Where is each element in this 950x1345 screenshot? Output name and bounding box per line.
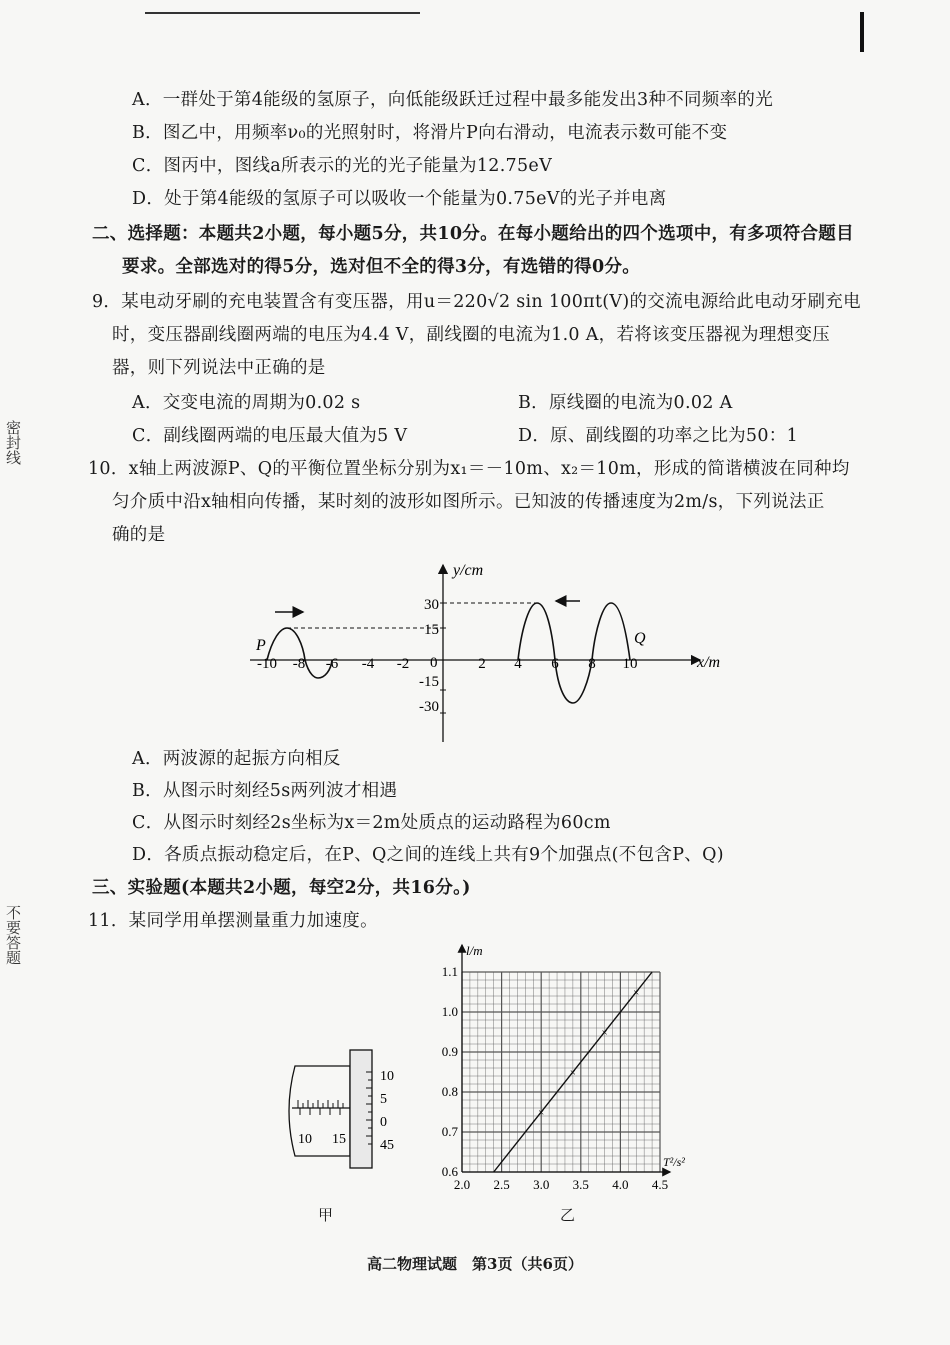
chart-x-tick: 4.0 [612,1177,629,1192]
q9-stem-line3: 器，则下列说法中正确的是 [112,358,326,378]
x-tick-label: 4 [514,656,522,672]
q9-option-b: B．原线圈的电流为0.02 A [518,393,733,413]
thimble-label: 0 [380,1115,387,1130]
q11-stem-line1: 11．某同学用单摆测量重力加速度。 [88,911,378,931]
wave-figure [240,555,740,745]
chart-x-tick: 4.5 [651,1177,669,1192]
thimble-label: 10 [380,1069,394,1084]
data-point: × [601,1027,608,1039]
y-tick-label: -15 [419,674,439,690]
top-rule [145,12,420,14]
chart-y-tick: 0.9 [441,1044,458,1059]
data-point: × [633,987,640,999]
x-tick-label: -2 [396,656,410,672]
chart-y-tick: 1.0 [441,1004,458,1019]
chart-y-tick: 1.1 [441,964,458,979]
q10-option-b: B．从图示时刻经5s两列波才相遇 [132,781,398,801]
q10-option-d: D．各质点振动稳定后，在P、Q之间的连线上共有9个加强点(不包含P、Q) [132,845,724,865]
prev-option-a: A．一群处于第4能级的氢原子，向低能级跃迁过程中最多能发出3种不同频率的光 [132,90,774,110]
chart-x-tick: 2.0 [453,1177,471,1192]
label-q: Q [634,630,646,647]
x-tick-label: -4 [361,656,375,672]
y-tick-label: -30 [419,699,439,715]
origin-label: 0 [430,655,438,671]
x-tick-label: 6 [551,656,559,672]
chart-y-label: l/m [466,943,483,958]
y-tick-label: 30 [424,597,439,613]
right-edge-mark [860,12,864,52]
thimble-label: 5 [380,1092,387,1107]
x-tick-label: -8 [292,656,306,672]
prev-option-b: B．图乙中，用频率ν₀的光照射时，将滑片P向右滑动，电流表示数可能不变 [132,123,728,143]
q9-option-c: C．副线圈两端的电压最大值为5 V [132,426,408,446]
margin-note-bottom: 不要答题 [4,905,22,965]
micrometer-thimble [350,1050,372,1168]
q9-stem-line2: 时，变压器副线圈两端的电压为4.4 V，副线圈的电流为1.0 A，若将该变压器视为理想变压 [112,325,831,345]
chart-y-tick: 0.6 [441,1164,458,1179]
x-tick-label: -10 [257,656,277,672]
l-t2-chart [425,935,710,1200]
margin-note-top: 密封线 [4,420,22,465]
sleeve-label: 10 [298,1132,312,1147]
x-tick-label: -6 [325,656,339,672]
chart-x-tick: 3.0 [533,1177,550,1192]
x-tick-label: 10 [622,656,638,672]
q10-option-c: C．从图示时刻经2s坐标为x＝2m处质点的运动路程为60cm [132,813,611,833]
chart-x-tick: 2.5 [493,1177,510,1192]
q10-stem-line3: 确的是 [112,525,166,545]
data-point: × [538,1107,545,1119]
section2-heading-line2: 要求。全部选对的得5分，选对但不全的得3分，有选错的得0分。 [122,257,641,277]
page-footer: 高二物理试题 第3页（共6页） [367,1255,583,1273]
label-p: P [256,637,266,654]
q9-option-a: A．交变电流的周期为0.02 s [132,393,361,413]
sleeve-label: 15 [332,1132,346,1147]
thimble-label: 45 [380,1138,394,1153]
x-axis-label: x/m [697,654,721,671]
micrometer-caption: 甲 [318,1206,334,1224]
chart-x-tick: 3.5 [572,1177,589,1192]
section2-heading-line1: 二、选择题：本题共2小题，每小题5分，共10分。在每小题给出的四个选项中，有多项符合题目 [92,224,854,244]
chart-x-label: T²/s² [663,1155,685,1169]
x-tick-label: 8 [588,656,596,672]
micrometer-figure [280,1040,410,1175]
section3-heading: 三、实验题(本题共2小题，每空2分，共16分。) [92,878,471,898]
chart-caption: 乙 [560,1206,576,1224]
q10-option-a: A．两波源的起振方向相反 [132,749,341,769]
q10-stem-line1: 10．x轴上两波源P、Q的平衡位置坐标分别为x₁＝－10m、x₂＝10m，形成的简谐横波在同种均 [88,459,850,479]
prev-option-c: C．图丙中，图线a所表示的光的光子能量为12.75eV [132,156,553,176]
x-tick-label: 2 [478,656,486,672]
y-tick-label: 15 [424,622,439,638]
wave-q [518,603,630,703]
data-point: × [569,1067,576,1079]
prev-option-d: D．处于第4能级的氢原子可以吸收一个能量为0.75eV的光子并电离 [132,189,667,209]
chart-y-tick: 0.8 [441,1084,458,1099]
q9-stem-line1: 9．某电动牙刷的充电装置含有变压器，用u＝220√2 sin 100πt(V)的交流电源给此电动牙刷充电 [92,292,861,312]
chart-y-tick: 0.7 [441,1124,458,1139]
y-axis-label: y/cm [453,562,484,579]
q10-stem-line2: 匀介质中沿x轴相向传播，某时刻的波形如图所示。已知波的传播速度为2m/s，下列说法正 [112,492,825,512]
q9-option-d: D．原、副线圈的功率之比为50：1 [518,426,799,446]
chart-grid [462,972,660,1172]
